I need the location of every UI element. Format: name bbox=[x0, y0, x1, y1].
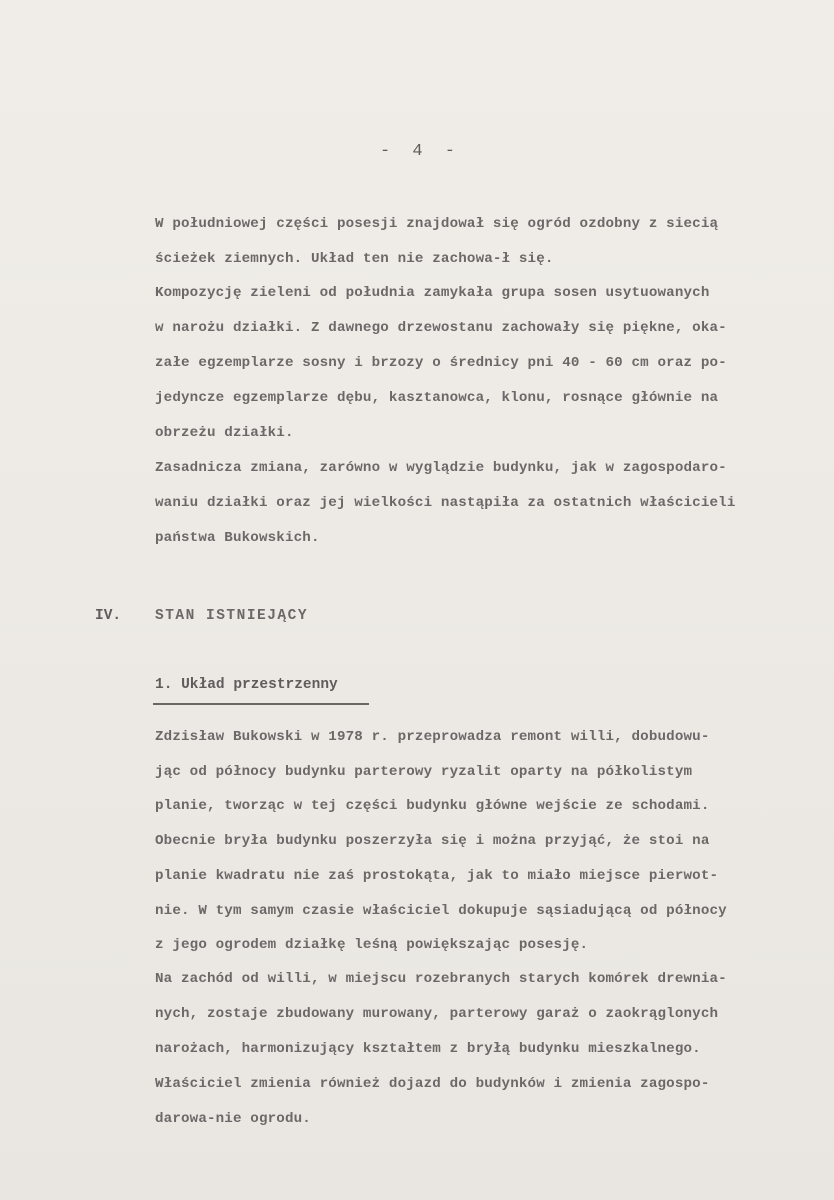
text-line: planie kwadratu nie zaś prostokąta, jak to miało miejsce pierwot- bbox=[155, 868, 719, 884]
section-title: STAN ISTNIEJĄCY bbox=[155, 608, 309, 624]
text-line: Na zachód od willi, w miejscu rozebranych starych komórek drewnia- bbox=[155, 971, 727, 987]
subsection-title: 1. Układ przestrzenny bbox=[155, 677, 338, 693]
text-line: Zdzisław Bukowski w 1978 r. przeprowadza remont willi, dobudowu- bbox=[155, 729, 710, 745]
text-line: w narożu działki. Z dawnego drzewostanu zachowały się piękne, oka- bbox=[155, 320, 727, 336]
text-line: jedyncze egzemplarze dębu, kasztanowca, klonu, rosnące głównie na bbox=[155, 390, 719, 406]
page-number: - 4 - bbox=[380, 142, 462, 161]
text-line: waniu działki oraz jej wielkości nastąpiła za ostatnich właścicieli bbox=[155, 495, 736, 511]
text-line: Obecnie bryła budynku poszerzyła się i można przyjąć, że stoi na bbox=[155, 833, 710, 849]
text-line: jąc od północy budynku parterowy ryzalit oparty na półkolistym bbox=[155, 764, 693, 780]
text-line: z jego ogrodem działkę leśną powiększając posesję. bbox=[155, 937, 589, 953]
text-line: planie, tworząc w tej części budynku główne wejście ze schodami. bbox=[155, 798, 710, 814]
text-line: państwa Bukowskich. bbox=[155, 530, 320, 546]
text-line: załe egzemplarze sosny i brzozy o średnicy pni 40 - 60 cm oraz po- bbox=[155, 355, 727, 371]
text-line: nych, zostaje zbudowany murowany, parterowy garaż o zaokrąglonych bbox=[155, 1006, 719, 1022]
text-line: W południowej części posesji znajdował się ogród ozdobny z siecią bbox=[155, 216, 719, 232]
text-line: narożach, harmonizujący kształtem z bryłą budynku mieszkalnego. bbox=[155, 1041, 701, 1057]
text-line: darowa-nie ogrodu. bbox=[155, 1111, 311, 1127]
text-line: nie. W tym samym czasie właściciel dokupuje sąsiadującą od północy bbox=[155, 903, 727, 919]
text-line: Zasadnicza zmiana, zarówno w wyglądzie budynku, jak w zagospodaro- bbox=[155, 460, 727, 476]
text-line: obrzeżu działki. bbox=[155, 425, 294, 441]
section-number: IV. bbox=[95, 608, 122, 624]
text-line: ścieżek ziemnych. Układ ten nie zachowa-ł się. bbox=[155, 251, 554, 267]
subsection-underline bbox=[153, 703, 369, 705]
text-line: Właściciel zmienia również dojazd do budynków i zmienia zagospo- bbox=[155, 1076, 710, 1092]
text-line: Kompozycję zieleni od południa zamykała grupa sosen usytuowanych bbox=[155, 285, 710, 301]
